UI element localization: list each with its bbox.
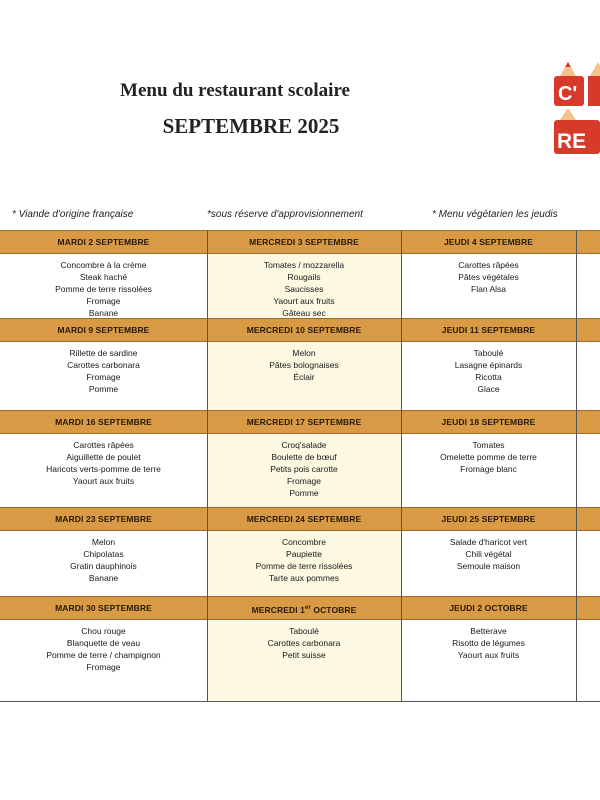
- menu-item: Croq'salade: [281, 440, 327, 450]
- column-divider: [576, 318, 577, 410]
- day-header: MERCREDI 10 SEPTEMBRE: [246, 325, 362, 335]
- menu-item: Carottes râpées: [458, 260, 519, 270]
- menu-item: Éclair: [293, 372, 315, 382]
- day-header: MARDI 23 SEPTEMBRE: [55, 514, 152, 524]
- menu-item: Carottes carbonara: [67, 360, 140, 370]
- column-divider: [207, 318, 208, 410]
- page-title: Menu du restaurant scolaire: [120, 80, 350, 101]
- menu-item: Pâtes bolognaises: [269, 360, 339, 370]
- column-divider: [576, 507, 577, 596]
- school-logo: [548, 58, 600, 162]
- menu-item: Boulette de bœuf: [271, 452, 337, 462]
- menu-item: Rougails: [287, 272, 321, 282]
- day-menu-cell: [207, 625, 401, 661]
- menu-item: Banane: [88, 308, 119, 318]
- menu-item: Gratin dauphinois: [70, 561, 137, 571]
- menu-item: Chili végétal: [465, 549, 512, 559]
- menu-item: Glace: [477, 384, 500, 394]
- day-menu-cell: [0, 347, 207, 395]
- menu-item: Carottes carbonara: [267, 638, 341, 648]
- menu-item: Lasagne épinards: [454, 360, 523, 370]
- day-header: JEUDI 11 SEPTEMBRE: [441, 325, 536, 335]
- menu-item: Taboulé: [289, 626, 319, 636]
- menu-item: Rillette de sardine: [69, 348, 138, 358]
- menu-item: Steak haché: [79, 272, 128, 282]
- column-divider: [576, 410, 577, 507]
- table-bottom-border: [0, 701, 600, 702]
- menu-item: Paupiette: [286, 549, 322, 559]
- day-header: MERCREDI 1er OCTOBRE: [251, 604, 357, 615]
- day-menu-cell: [207, 439, 401, 499]
- column-divider: [401, 410, 402, 507]
- menu-item: Chipolatas: [83, 549, 124, 559]
- day-menu-cell: [0, 625, 207, 673]
- day-header: JEUDI 4 SEPTEMBRE: [443, 237, 534, 247]
- note-meat-origin: * Viande d'origine française: [12, 209, 134, 220]
- menu-item: Flan Alsa: [471, 284, 506, 294]
- column-divider: [401, 230, 402, 318]
- menu-item: Risotto de légumes: [452, 638, 525, 648]
- column-divider: [207, 230, 208, 318]
- menu-item: Tomates / mozzarella: [263, 260, 345, 270]
- menu-item: Ricotta: [475, 372, 502, 382]
- menu-item: Pâtes végétales: [458, 272, 519, 282]
- menu-item: Semoule maison: [456, 561, 521, 571]
- menu-item: Yaourt aux fruits: [273, 296, 335, 306]
- menu-item: Fromage: [286, 476, 321, 486]
- day-menu-cell: [207, 536, 401, 584]
- day-menu-cell: [401, 439, 576, 475]
- note-supply: *sous réserve d'approvisionnement: [207, 209, 363, 220]
- day-header: MARDI 2 SEPTEMBRE: [57, 237, 150, 247]
- menu-item: Chou rouge: [81, 626, 126, 636]
- logo-letters-top: C': [558, 83, 578, 105]
- menu-item: Fromage: [86, 372, 121, 382]
- day-menu-cell: [401, 259, 576, 295]
- day-header: JEUDI 25 SEPTEMBRE: [441, 514, 536, 524]
- day-menu-cell: [401, 536, 576, 572]
- menu-item: Tomates: [472, 440, 505, 450]
- menu-item: Concombre à la crème: [60, 260, 147, 270]
- menu-item: Fromage blanc: [460, 464, 517, 474]
- column-divider: [576, 230, 577, 318]
- logo-letters-bottom: RE: [557, 130, 587, 153]
- menu-item: Petits pois carotte: [270, 464, 338, 474]
- menu-item: Concombre: [282, 537, 326, 547]
- month-title: SEPTEMBRE 2025: [162, 114, 340, 138]
- note-vegetarian: * Menu végétarien les jeudis: [432, 209, 558, 220]
- day-header: MERCREDI 24 SEPTEMBRE: [246, 514, 362, 524]
- day-menu-cell: [207, 259, 401, 319]
- menu-item: Banane: [88, 573, 119, 583]
- column-divider: [401, 318, 402, 410]
- column-divider: [576, 596, 577, 701]
- week-header-row: [0, 596, 600, 620]
- day-menu-cell: [401, 625, 576, 661]
- menu-item: Melon: [91, 537, 116, 547]
- week-header-row: [0, 230, 600, 254]
- menu-item: Aiguillette de poulet: [66, 452, 141, 462]
- menu-item: Yaourt aux fruits: [457, 650, 520, 660]
- day-menu-cell: [0, 536, 207, 584]
- column-divider: [207, 596, 208, 701]
- column-divider: [207, 507, 208, 596]
- menu-item: Pomme: [88, 384, 119, 394]
- menu-item: Pomme de terre rissolées: [255, 561, 353, 571]
- day-header: MARDI 30 SEPTEMBRE: [55, 603, 152, 613]
- menu-item: Gâteau sec: [282, 308, 326, 318]
- day-header: JEUDI 2 OCTOBRE: [449, 603, 528, 613]
- menu-item: Blanquette de veau: [66, 638, 141, 648]
- menu-item: Haricots verts-pomme de terre: [46, 464, 161, 474]
- menu-item: Pomme de terre rissolées: [55, 284, 152, 294]
- day-header: MERCREDI 17 SEPTEMBRE: [246, 417, 362, 427]
- day-header: MERCREDI 3 SEPTEMBRE: [249, 237, 359, 247]
- menu-item: Yaourt aux fruits: [72, 476, 135, 486]
- menu-item: Taboulé: [473, 348, 504, 358]
- menu-item: Pomme: [289, 488, 319, 498]
- menu-item: Fromage: [86, 296, 121, 306]
- menu-item: Betterave: [470, 626, 507, 636]
- menu-item: Tarte aux pommes: [269, 573, 339, 583]
- week-header-row: [0, 318, 600, 342]
- menu-item: Saucisses: [284, 284, 324, 294]
- day-menu-cell: [0, 259, 207, 319]
- menu-item: Fromage: [86, 662, 121, 672]
- day-menu-cell: [207, 347, 401, 383]
- day-header: JEUDI 18 SEPTEMBRE: [441, 417, 536, 427]
- day-menu-cell: [0, 439, 207, 487]
- menu-item: Melon: [292, 348, 316, 358]
- week-header-row: [0, 410, 600, 434]
- column-divider: [207, 410, 208, 507]
- menu-item: Salade d'haricot vert: [449, 537, 528, 547]
- menu-item: Petit suisse: [282, 650, 326, 660]
- week-header-row: [0, 507, 600, 531]
- day-header: MARDI 16 SEPTEMBRE: [55, 417, 152, 427]
- menu-item: Pomme de terre / champignon: [46, 650, 161, 660]
- day-header: MARDI 9 SEPTEMBRE: [57, 325, 150, 335]
- column-divider: [401, 507, 402, 596]
- column-divider: [401, 596, 402, 701]
- menu-item: Omelette pomme de terre: [440, 452, 537, 462]
- day-menu-cell: [401, 347, 576, 395]
- menu-item: Carottes râpées: [73, 440, 134, 450]
